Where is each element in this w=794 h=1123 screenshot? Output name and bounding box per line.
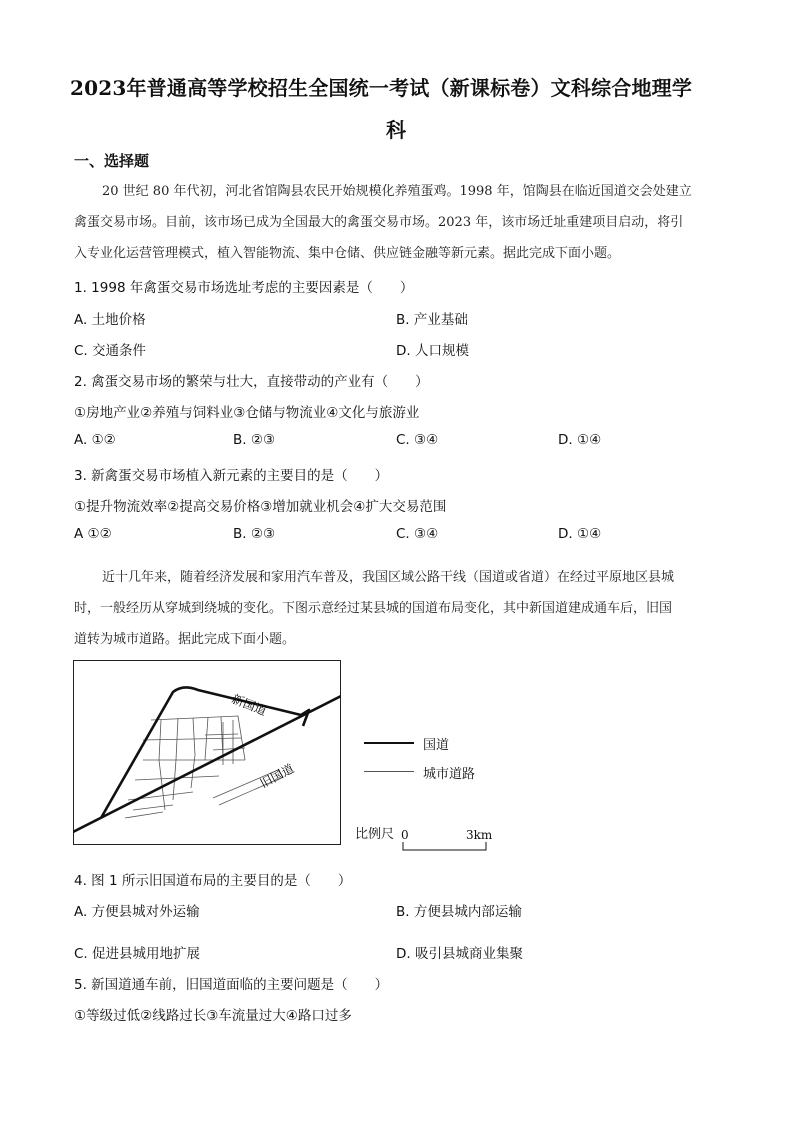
- scale-bar: [402, 842, 488, 852]
- scale-end: 3km: [466, 828, 493, 842]
- q5-stem: 5. 新国道通车前，旧国道面临的主要问题是（ ）: [74, 977, 389, 993]
- page-title-line2: 科: [386, 118, 407, 142]
- q1-option-d[interactable]: D. 人口规模: [396, 343, 469, 359]
- passage2-line2: 时，一般经历从穿城到绕城的变化。下图示意经过某县城的国道布局变化，其中新国道建成通车后，旧国: [74, 601, 673, 616]
- q4-option-c[interactable]: C. 促进县城用地扩展: [74, 946, 201, 962]
- q2-option-a[interactable]: A. ①②: [74, 432, 116, 448]
- q2-items: ①房地产业②养殖与饲料业③仓储与物流业④文化与旅游业: [74, 405, 420, 421]
- passage2-line3: 道转为城市道路。据此完成下面小题。: [74, 632, 296, 647]
- section-heading: 一、选择题: [74, 152, 150, 170]
- road-map-figure: [73, 660, 341, 845]
- scale-start: 0: [401, 828, 409, 842]
- scale-label: 比例尺: [355, 827, 395, 842]
- q3-option-a[interactable]: A ①②: [74, 526, 112, 542]
- q4-option-d[interactable]: D. 吸引县城商业集聚: [396, 946, 523, 962]
- passage1-line3: 入专业化运营管理模式，植入智能物流、集中仓储、供应链金融等新元素。据此完成下面小题。: [74, 246, 621, 261]
- q5-items: ①等级过低②线路过长③车流量过大④路口过多: [74, 1008, 352, 1024]
- q4-option-b[interactable]: B. 方便县城内部运输: [396, 904, 522, 920]
- legend-national-label: 国道: [423, 738, 450, 753]
- q4-option-a[interactable]: A. 方便县城对外运输: [74, 904, 200, 920]
- q1-option-b[interactable]: B. 产业基础: [396, 312, 468, 328]
- passage1-line1: 20 世纪 80 年代初，河北省馆陶县农民开始规模化养殖蛋鸡。1998 年，馆陶县在临近国道交会处建立: [102, 184, 692, 199]
- legend-national-line: [364, 742, 414, 744]
- old-road-label: 旧国道: [257, 761, 297, 791]
- passage2-line1: 近十几年来，随着经济发展和家用汽车普及，我国区域公路干线（国道或省道）在经过平原地区县城: [102, 570, 675, 585]
- q1-stem: 1. 1998 年禽蛋交易市场选址考虑的主要因素是（ ）: [74, 280, 414, 296]
- q2-option-c[interactable]: C. ③④: [396, 432, 439, 448]
- q1-option-c[interactable]: C. 交通条件: [74, 343, 147, 359]
- passage1-line2: 禽蛋交易市场。目前，该市场已成为全国最大的禽蛋交易市场。2023 年，该市场迁址重建项目启动，将引: [74, 215, 684, 230]
- q3-option-b[interactable]: B. ②③: [233, 526, 276, 542]
- legend-city-label: 城市道路: [423, 767, 476, 782]
- q2-option-b[interactable]: B. ②③: [233, 432, 276, 448]
- q2-stem: 2. 禽蛋交易市场的繁荣与壮大，直接带动的产业有（ ）: [74, 374, 429, 390]
- q3-items: ①提升物流效率②提高交易价格③增加就业机会④扩大交易范围: [74, 499, 447, 515]
- q1-option-a[interactable]: A. 土地价格: [74, 312, 146, 328]
- q4-stem: 4. 图 1 所示旧国道布局的主要目的是（ ）: [74, 873, 352, 889]
- map-frame: [74, 661, 341, 845]
- q3-option-d[interactable]: D. ①④: [558, 526, 602, 542]
- q2-option-d[interactable]: D. ①④: [558, 432, 602, 448]
- legend-city-line: [364, 771, 414, 772]
- q3-stem: 3. 新禽蛋交易市场植入新元素的主要目的是（ ）: [74, 468, 389, 484]
- page-title-line1: 2023年普通高等学校招生全国统一考试（新课标卷）文科综合地理学: [70, 76, 693, 100]
- q3-option-c[interactable]: C. ③④: [396, 526, 439, 542]
- new-road-label: 新国道: [229, 691, 269, 719]
